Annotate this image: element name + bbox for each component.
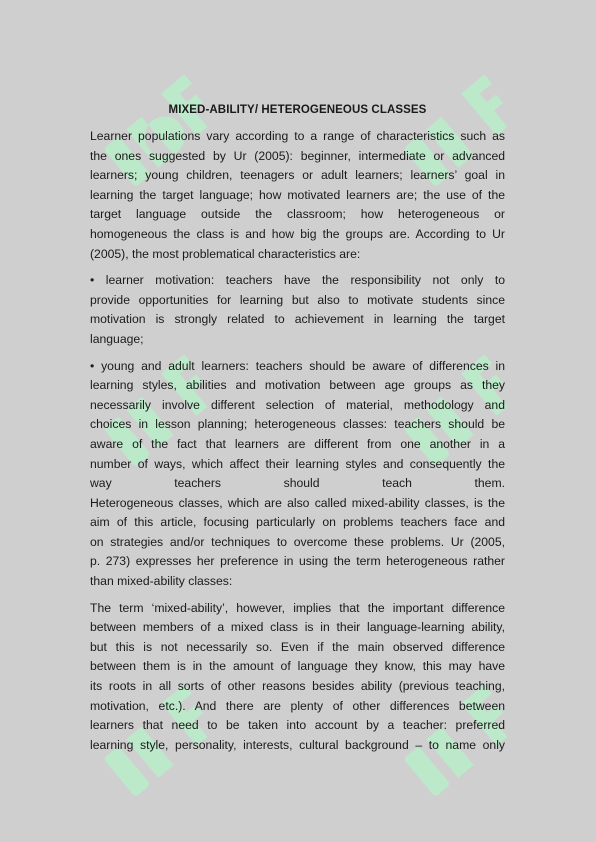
text-line: on strategies and/or techniques to overcome these problems. Ur (2005, [90, 534, 505, 549]
text-line: learners; young children, teenagers or adult learners; learners’ goal in [90, 168, 505, 183]
text-line: (2005), the most problematical characteristics are: [90, 246, 361, 261]
text-line: The term ‘mixed-ability’, however, implies that the important difference [90, 600, 505, 615]
document-page [90, 102, 505, 762]
text-line: number of ways, which affect their learning styles and consequently the [90, 456, 505, 471]
paragraph [90, 357, 505, 592]
text-line: learning the target language; how motivated learners are; the use of the [90, 187, 505, 202]
paragraph [90, 271, 505, 349]
text-line: motivation is strongly related to achievement in learning the target [90, 312, 505, 327]
text-line: • young and adult learners: teachers should be aware of differences in [90, 358, 505, 373]
text-line: homogeneous the class is and how big the groups are. According to Ur [90, 226, 505, 241]
text-line: necessarily involve different selection of material, methodology and [90, 397, 505, 412]
text-line: language; [90, 331, 144, 346]
text-line: aim of this article, focusing particularly on problems teachers face and [90, 515, 505, 530]
text-line: aware of the fact that learners are different from one another in a [90, 436, 505, 451]
text-line: but this is not necessarily so. Even if the main observed difference [90, 639, 505, 654]
text-line: Learner populations vary according to a range of characteristics such as [90, 129, 505, 143]
text-line: provide opportunities for learning but also to motivate students since [90, 292, 505, 307]
document-body [90, 127, 505, 755]
text-line: between them is in the amount of language they know, this may have [90, 659, 505, 674]
text-line: learning styles, abilities and motivation between age groups as they [90, 378, 505, 393]
paragraph [90, 127, 505, 264]
text-line: learning style, personality, interests, cultural background – to name only [90, 737, 505, 752]
text-line: than mixed-ability classes: [90, 574, 233, 589]
text-line: learners that need to be taken into account by a teacher: preferred [90, 718, 505, 733]
text-line: p. 273) expresses her preference in using the term heterogeneous rather [90, 554, 505, 569]
document-title: MIXED-ABILITY/ HETEROGENEOUS CLASSES [168, 104, 427, 116]
text-line: the ones suggested by Ur (2005): beginner, intermediate or advanced [90, 148, 505, 163]
text-line: Heterogeneous classes, which are also called mixed-ability classes, is the [90, 495, 505, 510]
text-line: target language outside the classroom; how heterogeneous or [90, 207, 505, 222]
text-line: choices in lesson planning; heterogeneous classes: teachers should be [90, 417, 505, 432]
text-line: • learner motivation: teachers have the responsibility not only to [90, 273, 505, 288]
text-line: way teachers should teach them. [90, 476, 505, 491]
text-line: motivation, etc.). And there are plenty of other differences between [90, 698, 505, 713]
text-line: its roots in all sorts of other reasons besides ability (previous teaching, [90, 679, 505, 694]
paragraph [90, 599, 505, 756]
text-line: between members of a mixed class is in their language-learning ability, [90, 620, 505, 635]
